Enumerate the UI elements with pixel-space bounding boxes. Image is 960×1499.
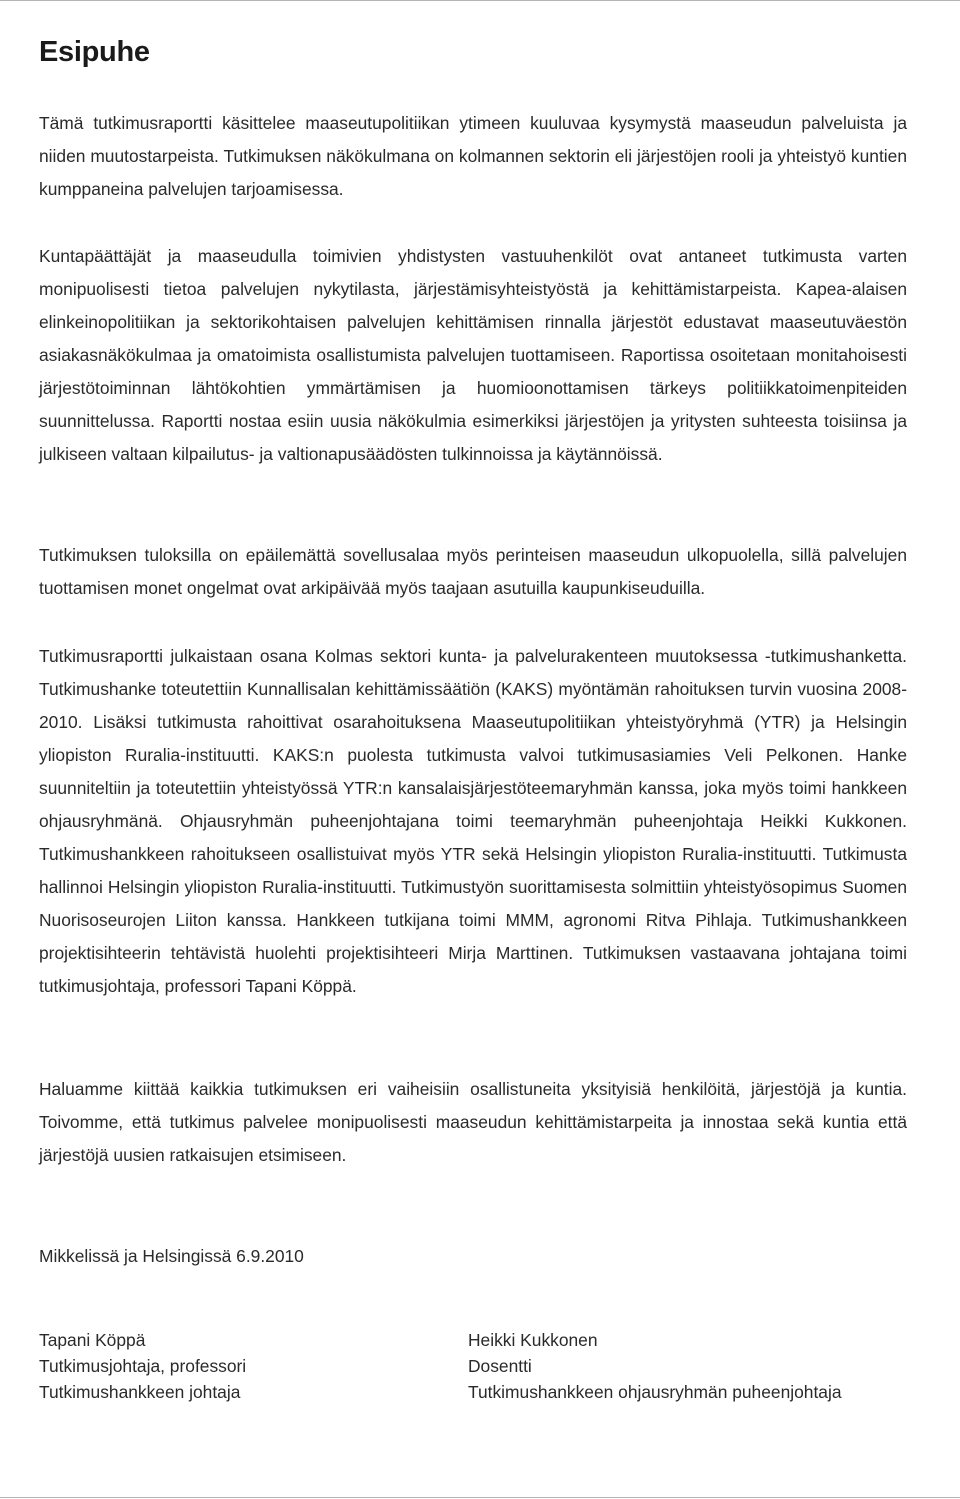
signature-block-left — [39, 1327, 246, 1405]
signatory-role: Tutkimushankkeen johtaja — [39, 1382, 241, 1402]
bottom-rule — [0, 1497, 960, 1498]
signatory-role: Tutkimushankkeen ohjausryhmän puheenjohtaja — [468, 1382, 842, 1402]
paragraph-findings: Kuntapäättäjät ja maaseudulla toimivien yhdistysten vastuuhenkilöt ovat antaneet tutkimusta varten monipuolisesti tietoa palvelujen nykytilasta, järjestämisyhteistyöstä ja kehittämistarpeista. Kapea-alaisen elinkeinopolitiikan ja sektorikohtaisen palvelujen kehittämisen rinnalla järjestöt edustavat maaseutuväestön asiakasnäkökulmaa ja omatoimista osallistumista palvelujen tuottamiseen. Raportissa osoitetaan monitahoisesti järjestötoiminnan lähtökohtien ymmärtämisen ja huomioonottamisen tärkeys politiikkatoimenpiteiden suunnittelussa. Raportti nostaa esiin uusia näkökulmia esimerkiksi järjestöjen ja yritysten suhteesta toisiinsa ja julkiseen valtaan kilpailutus- ja valtionapusäädösten tulkinnoissa ja käytännöissä. — [39, 246, 907, 464]
paragraph-applicability: Tutkimuksen tuloksilla on epäilemättä sovellusalaa myös perinteisen maaseudun ulkopuolella, sillä palvelujen tuottamisen monet ongelmat ovat arkipäivää myös taajaan asutuilla kaupunkiseuduilla. — [39, 545, 907, 598]
page-title: Esipuhe — [39, 36, 150, 68]
place-date: Mikkelissä ja Helsingissä 6.9.2010 — [39, 1246, 304, 1266]
signatory-name: Tapani Köppä — [39, 1330, 146, 1350]
signatory-name: Heikki Kukkonen — [468, 1330, 598, 1350]
signatory-title: Tutkimusjohtaja, professori — [39, 1356, 247, 1376]
paragraph-thanks: Haluamme kiittää kaikkia tutkimuksen eri vaiheisiin osallistuneita yksityisiä henkilöitä, järjestöjä ja kuntia. Toivomme, että tutkimus palvelee monipuolisesti maaseudun kehittämistarpeita ja innostaa sekä kuntia että järjestöjä uusien ratkaisujen etsimiseen. — [39, 1079, 907, 1165]
top-rule — [0, 0, 960, 1]
paragraph-intro: Tämä tutkimusraportti käsittelee maaseutupolitiikan ytimeen kuuluvaa kysymystä maaseudun palveluista ja niiden muutostarpeista. Tutkimuksen näkökulmana on kolmannen sektorin eli järjestöjen rooli ja yhteistyö kuntien kumppaneina palvelujen tarjoamisessa. — [39, 113, 907, 199]
signatory-title: Dosentti — [468, 1356, 532, 1376]
paragraph-funding: Tutkimusraportti julkaistaan osana Kolmas sektori kunta- ja palvelurakenteen muutoksessa -tutkimushanketta. Tutkimushanke toteutettiin Kunnallisalan kehittämissäätiön (KAKS) myöntämän rahoituksen turvin vuosina 2008-2010. Lisäksi tutkimusta rahoittivat osarahoituksena Maaseutupolitiikan yhteistyöryhmä (YTR) ja Helsingin yliopiston Ruralia-instituutti. KAKS:n puolesta tutkimusta valvoi tutkimusasiamies Veli Pelkonen. Hanke suunniteltiin ja toteutettiin yhteistyössä YTR:n kansalaisjärjestöteemaryhmän kanssa, joka myös toimi hankkeen ohjausryhmänä. Ohjausryhmän puheenjohtajana toimi teemaryhmän puheenjohtaja Heikki Kukkonen. Tutkimushankkeen rahoitukseen osallistuivat myös YTR sekä Helsingin yliopiston Ruralia-instituutti. Tutkimusta hallinnoi Helsingin yliopiston Ruralia-instituutti. Tutkimustyön suorittamisesta solmittiin yhteistyösopimus Suomen Nuorisoseurojen Liiton kanssa. Hankkeen tutkijana toimi MMM, agronomi Ritva Pihlaja. Tutkimushankkeen projektisihteerin tehtävistä huolehti projektisihteeri Mirja Marttinen. Tutkimuksen vastaavana johtajana toimi tutkimusjohtaja, professori Tapani Köppä. — [39, 646, 907, 996]
signature-block-right — [468, 1327, 842, 1405]
